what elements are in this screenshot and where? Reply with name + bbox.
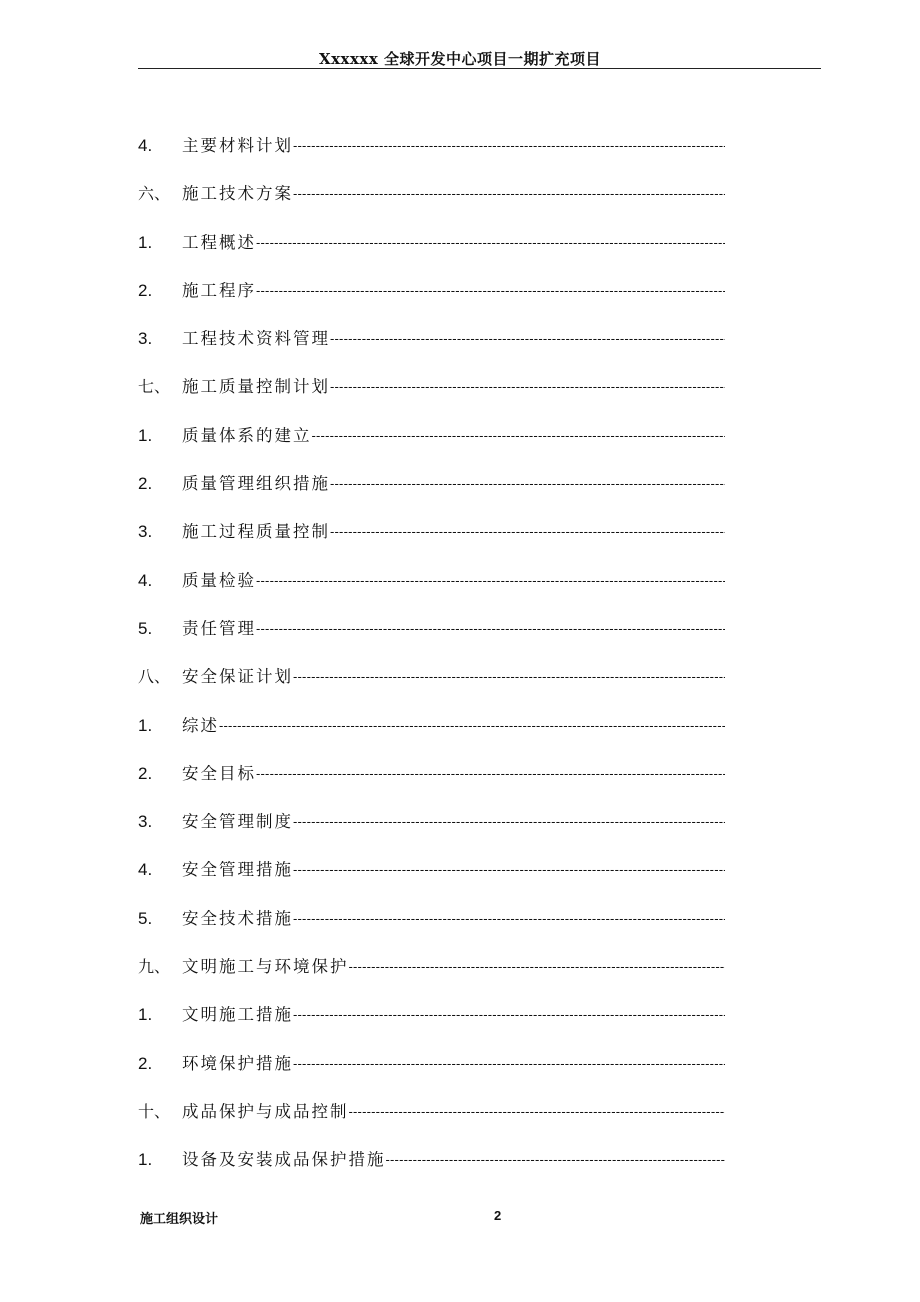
toc-entry-title: 工程概述 xyxy=(182,232,256,252)
table-of-contents xyxy=(138,134,725,1197)
toc-leader-dashes xyxy=(293,134,725,158)
toc-entry[interactable] xyxy=(138,762,725,810)
toc-leader-dashes xyxy=(330,327,725,351)
toc-entry-number: 1. xyxy=(138,1005,153,1025)
toc-entry-title: 综述 xyxy=(182,715,219,735)
toc-entry-number: 4. xyxy=(138,136,153,155)
toc-entry[interactable] xyxy=(138,520,725,568)
toc-entry-title: 安全管理制度 xyxy=(182,812,293,832)
toc-entry[interactable] xyxy=(138,955,725,1003)
toc-leader-dashes xyxy=(293,858,725,882)
toc-entry[interactable] xyxy=(138,1100,725,1148)
toc-entry-number: 九、 xyxy=(138,957,171,977)
toc-entry[interactable] xyxy=(138,472,725,520)
footer-doc-name: 施工组织设计 xyxy=(140,1212,219,1227)
toc-entry[interactable] xyxy=(138,569,725,617)
toc-entry[interactable] xyxy=(138,1148,725,1196)
toc-leader-dashes xyxy=(256,569,725,593)
toc-entry-number: 3. xyxy=(138,329,153,349)
toc-leader-dashes xyxy=(330,520,725,544)
toc-entry-number: 1. xyxy=(138,715,153,735)
toc-entry-title: 成品保护与成品控制 xyxy=(182,1101,349,1121)
page-number: 2 xyxy=(494,1208,502,1223)
toc-entry-title: 施工技术方案 xyxy=(182,184,293,204)
toc-entry-number: 七、 xyxy=(138,377,171,397)
toc-leader-dashes xyxy=(349,1100,726,1124)
toc-leader-dashes xyxy=(293,182,725,206)
toc-entry-title: 安全技术措施 xyxy=(182,908,293,928)
toc-entry-number: 5. xyxy=(138,908,153,928)
toc-entry[interactable] xyxy=(138,279,725,327)
toc-entry-number: 2. xyxy=(138,1053,153,1073)
toc-entry-title: 责任管理 xyxy=(182,618,256,638)
toc-leader-dashes xyxy=(330,472,725,496)
toc-entry[interactable] xyxy=(138,907,725,955)
toc-leader-dashes xyxy=(293,810,725,834)
toc-entry[interactable] xyxy=(138,327,725,375)
toc-entry[interactable] xyxy=(138,617,725,665)
toc-leader-dashes xyxy=(256,231,725,255)
toc-entry[interactable] xyxy=(138,375,725,423)
toc-leader-dashes xyxy=(293,665,725,689)
toc-leader-dashes xyxy=(293,1052,725,1076)
toc-entry[interactable] xyxy=(138,810,725,858)
toc-entry-number: 2. xyxy=(138,280,153,300)
toc-leader-dashes xyxy=(330,375,725,399)
toc-entry-number: 3. xyxy=(138,812,153,832)
toc-entry[interactable] xyxy=(138,134,725,182)
toc-entry-title: 安全目标 xyxy=(182,763,256,783)
toc-entry-title: 质量体系的建立 xyxy=(182,425,312,445)
toc-entry-number: 4. xyxy=(138,570,153,590)
toc-leader-dashes xyxy=(256,279,725,303)
running-header: Xxxxxx 全球开发中心项目一期扩充项目 xyxy=(318,50,602,68)
toc-leader-dashes xyxy=(312,424,726,448)
toc-entry-number: 1. xyxy=(138,425,153,445)
toc-entry-number: 六、 xyxy=(138,184,171,204)
toc-entry[interactable] xyxy=(138,1003,725,1051)
toc-entry-title: 安全管理措施 xyxy=(182,860,293,880)
toc-entry[interactable] xyxy=(138,858,725,906)
toc-leader-dashes xyxy=(293,1003,725,1027)
toc-entry[interactable] xyxy=(138,714,725,762)
toc-leader-dashes xyxy=(256,617,725,641)
toc-entry[interactable] xyxy=(138,665,725,713)
toc-entry-title: 主要材料计划 xyxy=(182,136,293,155)
toc-entry-title: 设备及安装成品保护措施 xyxy=(182,1150,386,1170)
toc-leader-dashes xyxy=(219,714,725,738)
toc-entry-title: 施工质量控制计划 xyxy=(182,377,330,397)
toc-leader-dashes xyxy=(349,955,726,979)
toc-entry-title: 文明施工措施 xyxy=(182,1005,293,1025)
toc-entry-title: 质量管理组织措施 xyxy=(182,474,330,494)
toc-entry-number: 2. xyxy=(138,474,153,494)
toc-entry-number: 3. xyxy=(138,522,153,542)
toc-entry-number: 八、 xyxy=(138,667,171,687)
toc-entry-title: 质量检验 xyxy=(182,570,256,590)
toc-leader-dashes xyxy=(293,907,725,931)
toc-entry[interactable] xyxy=(138,1052,725,1100)
toc-entry[interactable] xyxy=(138,182,725,230)
toc-entry[interactable] xyxy=(138,231,725,279)
toc-entry-title: 环境保护措施 xyxy=(182,1053,293,1073)
toc-entry-title: 文明施工与环境保护 xyxy=(182,957,349,977)
toc-entry-title: 施工过程质量控制 xyxy=(182,522,330,542)
toc-entry-number: 1. xyxy=(138,1150,153,1170)
toc-leader-dashes xyxy=(256,762,725,786)
toc-entry-title: 施工程序 xyxy=(182,280,256,300)
toc-entry-number: 4. xyxy=(138,860,153,880)
toc-leader-dashes xyxy=(386,1148,726,1172)
toc-entry-number: 1. xyxy=(138,232,153,252)
header-rule xyxy=(138,68,821,69)
toc-entry-title: 安全保证计划 xyxy=(182,667,293,687)
toc-entry-number: 2. xyxy=(138,763,153,783)
toc-entry[interactable] xyxy=(138,424,725,472)
toc-entry-number: 十、 xyxy=(138,1101,171,1121)
toc-entry-number: 5. xyxy=(138,618,153,638)
toc-entry-title: 工程技术资料管理 xyxy=(182,329,330,349)
